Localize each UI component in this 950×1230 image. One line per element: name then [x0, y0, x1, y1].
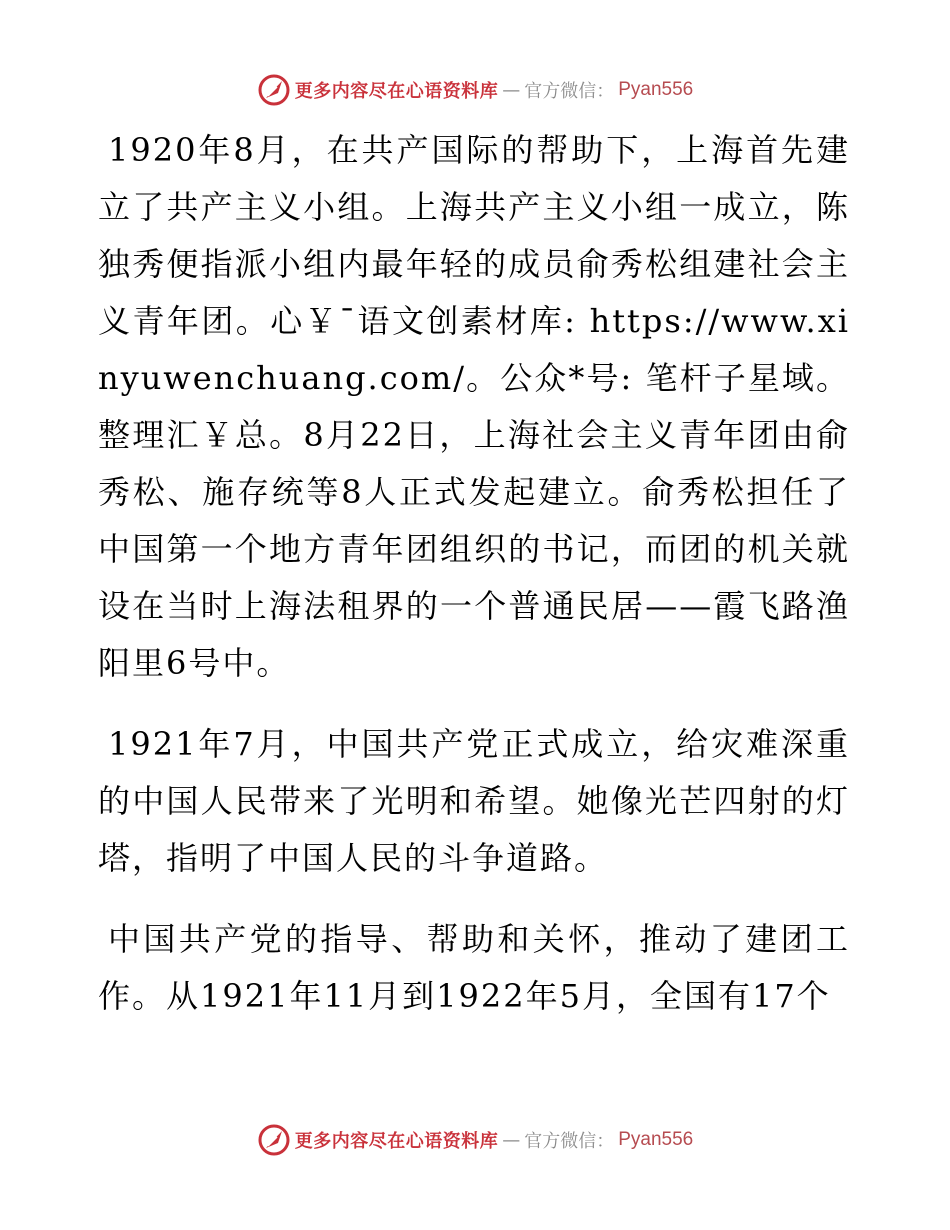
banner-wechat-id: Pyan556 [618, 79, 694, 100]
banner-dash: — [502, 79, 521, 101]
banner-main-text: 更多内容尽在心语资料库 [294, 81, 499, 102]
paragraph-2: 1921年7月，中国共产党正式成立，给灾难深重的中国人民带来了光明和希望。她像光芒四射的灯塔，指明了中国人民的斗争道路。 [98, 725, 850, 877]
document-body [98, 122, 850, 1049]
banner-dash: — [502, 1129, 521, 1151]
paragraph-1: 1920年8月，在共产国际的帮助下，上海首先建立了共产主义小组。上海共产主义小组一成立，陈独秀便指派小组内最年轻的成员俞秀松组建社会主义青年团。心￥¯语文创素材库: https://www.xinyuwenchuang.com/。公众*号: 笔杆子星域。整理汇￥总。8月22日，上海社会主义青年团由俞秀松、施存统等8人正式发起建立。俞秀松担任了中国第一个地方青年团组织的书记，而团的机关就设在当时上海法租界的一个普通民居——霞飞路渔阳里6号中。 [98, 131, 850, 682]
quill-logo-icon [257, 1123, 291, 1157]
banner-wechat-id: Pyan556 [618, 1129, 694, 1150]
banner-wechat-label: 官方微信： [524, 81, 615, 102]
paragraph-3: 中国共产党的指导、帮助和关怀，推动了建团工作。从1921年11月到1922年5月，全国有17个 [98, 920, 850, 1015]
footer-banner [0, 1120, 950, 1160]
banner-wechat-label: 官方微信： [524, 1131, 615, 1152]
header-banner [0, 70, 950, 110]
quill-logo-icon [257, 73, 291, 107]
banner-main-text: 更多内容尽在心语资料库 [294, 1131, 499, 1152]
